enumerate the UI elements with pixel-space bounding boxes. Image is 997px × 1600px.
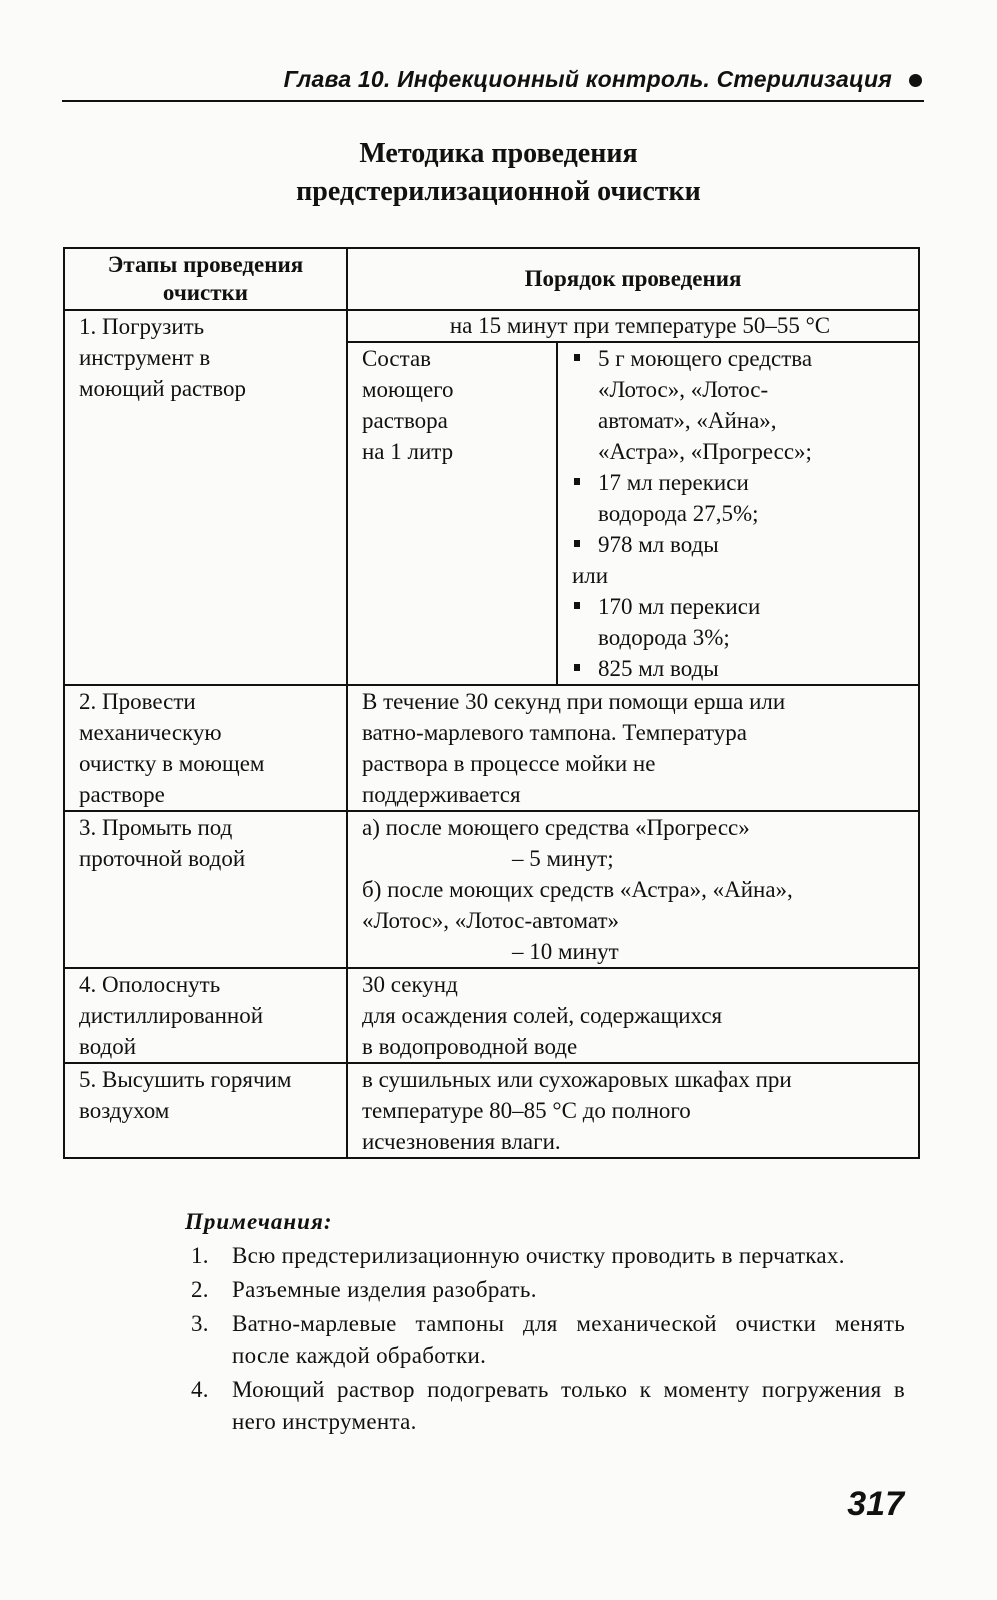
stage-line: 3. Промыть под (79, 815, 233, 840)
stage-line: очистку в моющем (79, 751, 265, 776)
stage-line: воздухом (79, 1098, 170, 1123)
stage-line: дистиллированной (79, 1003, 264, 1028)
running-head-text: Глава 10. Инфекционный контроль. Стерилизация (283, 66, 892, 92)
temp-note: на 15 минут при температуре 50–55 °С (347, 310, 919, 342)
order-time: – 10 минут (512, 939, 619, 964)
order-line: б) после моющих средств «Астра», «Айна», (362, 877, 793, 902)
notes-list (185, 1240, 905, 1438)
list-item (570, 653, 918, 684)
table-row (64, 811, 919, 968)
ingredient-line: водорода 27,5%; (598, 501, 759, 526)
ingredient-line: «Астра», «Прогресс»; (598, 439, 812, 464)
ingredient-line: 17 мл перекиси (598, 470, 749, 495)
note-number: 2. (191, 1277, 209, 1302)
stage-line: механическую (79, 720, 222, 745)
list-item (570, 529, 918, 560)
page-title (0, 135, 997, 211)
order-line: исчезновения влаги. (362, 1129, 561, 1154)
stage-line: моющий раствор (79, 376, 246, 401)
order-time: – 5 минут; (512, 846, 614, 871)
stage-line: растворе (79, 782, 165, 807)
ingredient-line: водорода 3%; (598, 625, 730, 650)
table-row (64, 310, 919, 342)
stage-line: 2. Провести (79, 689, 196, 714)
order-line: а) после моющего средства «Прогресс» (362, 815, 750, 840)
order-line: В течение 30 секунд при помощи ерша или (362, 689, 786, 714)
note-text: Разъемные изделия разобрать. (232, 1277, 537, 1302)
note-text: Моющий раствор подогревать только к моменту погружения в него инструмента. (232, 1377, 905, 1434)
stage-cell-1 (64, 310, 347, 685)
header-stage: Этапы проведения очистки (64, 248, 347, 310)
ingredient-line: 825 мл воды (598, 656, 719, 681)
order-cell-3 (347, 811, 919, 968)
page-number: 317 (847, 1485, 904, 1523)
stage-line: водой (79, 1034, 137, 1059)
list-item (570, 560, 918, 591)
order-line: раствора в процессе мойки не (362, 751, 656, 776)
order-line: температуре 80–85 °С до полного (362, 1098, 691, 1123)
notes-heading: Примечания: (185, 1209, 333, 1234)
ingredient-line: «Лотос», «Лотос- (598, 377, 769, 402)
bullet-icon (574, 478, 580, 485)
table-row (64, 968, 919, 1063)
composition-label-line: на 1 литр (362, 439, 454, 464)
list-item (185, 1240, 905, 1272)
composition-label-line: Состав (362, 346, 432, 371)
procedure-table (63, 247, 920, 1159)
bullet-icon (574, 354, 580, 361)
ingredient-line: 978 мл воды (598, 532, 719, 557)
ingredient-line: или (572, 563, 609, 588)
table-header-row (64, 248, 919, 310)
stage-line: проточной водой (79, 846, 246, 871)
stage-line: инструмент в (79, 345, 211, 370)
note-number: 4. (191, 1377, 209, 1402)
note-text: Ватно-марлевые тампоны для механической очистки менять после каждой обработки. (232, 1311, 905, 1368)
order-line: поддерживается (362, 782, 521, 807)
bullet-icon (909, 74, 922, 87)
table-row (64, 1063, 919, 1158)
order-line: ватно-марлевого тампона. Температура (362, 720, 747, 745)
ingredient-line: 5 г моющего средства (598, 346, 813, 371)
order-cell-4 (347, 968, 919, 1063)
ingredient-line: автомат», «Айна», (598, 408, 777, 433)
composition-label-line: раствора (362, 408, 448, 433)
list-item (570, 343, 918, 467)
stage-line: 1. Погрузить (79, 314, 205, 339)
composition-label-cell (347, 342, 557, 685)
order-line: для осаждения солей, содержащихся (362, 1003, 723, 1028)
stage-cell-3 (64, 811, 347, 968)
list-item (185, 1274, 905, 1306)
table-row (64, 685, 919, 811)
header-order: Порядок проведения (347, 248, 919, 310)
notes-section (185, 1206, 905, 1440)
stage-line: 5. Высушить горячим (79, 1067, 292, 1092)
bullet-icon (574, 602, 580, 609)
ingredients-cell (557, 342, 919, 685)
order-line: в сушильных или сухожаровых шкафах при (362, 1067, 792, 1092)
order-line: 30 секунд (362, 972, 458, 997)
order-line: «Лотос», «Лотос-автомат» (362, 908, 620, 933)
title-line-1: Методика проведения (359, 138, 638, 169)
composition-label-line: моющего (362, 377, 454, 402)
note-number: 1. (191, 1243, 209, 1268)
order-cell-2 (347, 685, 919, 811)
stage-cell-2 (64, 685, 347, 811)
list-item (570, 591, 918, 653)
list-item (570, 467, 918, 529)
running-head (62, 62, 924, 102)
list-item (185, 1374, 905, 1438)
list-item (185, 1308, 905, 1372)
ingredient-line: 170 мл перекиси (598, 594, 761, 619)
bullet-icon (574, 540, 580, 547)
title-line-2: предстерилизационной очистки (296, 176, 701, 207)
ingredients-list (570, 343, 918, 684)
bullet-icon (574, 664, 580, 671)
stage-cell-4 (64, 968, 347, 1063)
order-cell-5 (347, 1063, 919, 1158)
note-text: Всю предстерилизационную очистку проводить в перчатках. (232, 1243, 845, 1268)
note-number: 3. (191, 1311, 209, 1336)
stage-cell-5 (64, 1063, 347, 1158)
order-line: в водопроводной воде (362, 1034, 578, 1059)
stage-line: 4. Ополоснуть (79, 972, 221, 997)
